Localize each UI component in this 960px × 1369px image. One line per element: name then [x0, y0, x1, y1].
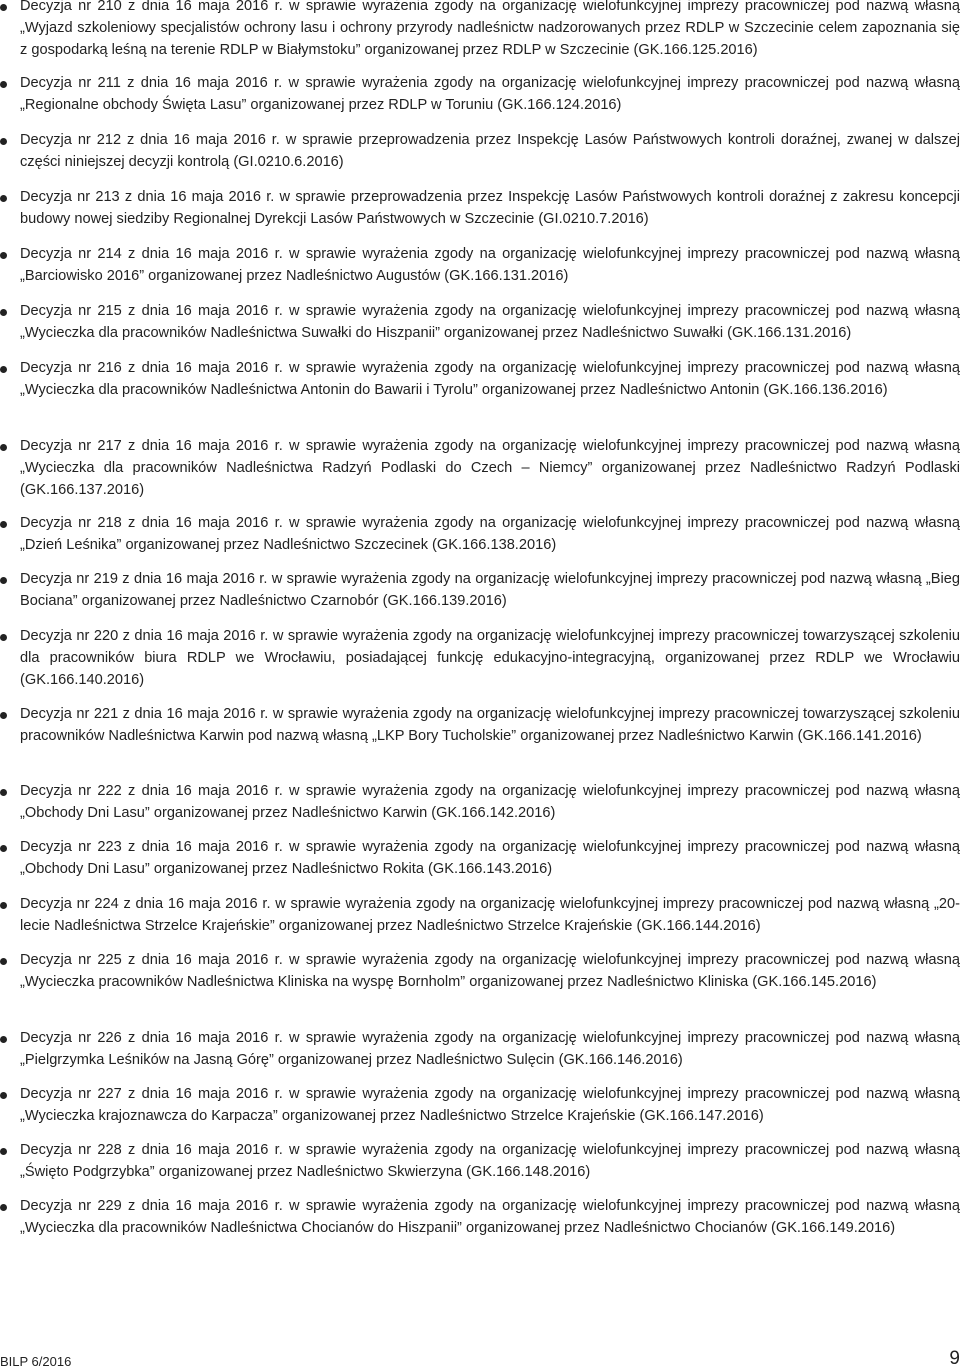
list-item — [0, 436, 960, 501]
list-item — [0, 301, 960, 345]
list-item — [0, 244, 960, 288]
bullet-icon — [0, 252, 7, 259]
list-item — [0, 0, 960, 61]
decision-text: Decyzja nr 229 z dnia 16 maja 2016 r. w sprawie wyrażenia zgody na organizację wielofunkcyjnej imprezy pracowniczej pod nazwą własną „Wycieczka dla pracowników Nadleśnictwa Chocianów do Hiszpanii” organizowanej przez Nadleśnictwo Chocianów (GK.166.149.2016) — [20, 1198, 960, 1236]
bullet-icon — [0, 577, 7, 584]
list-item — [0, 950, 960, 994]
decision-text: Decyzja nr 222 z dnia 16 maja 2016 r. w sprawie wyrażenia zgody na organizację wielofunkcyjnej imprezy pracowniczej pod nazwą własną „Obchody Dni Lasu” organizowanej przez Nadleśnictwo Karwin (GK.166.142.2016) — [20, 783, 960, 821]
decision-text: Decyzja nr 214 z dnia 16 maja 2016 r. w sprawie wyrażenia zgody na organizację wielofunkcyjnej imprezy pracowniczej pod nazwą własną „Barciowisko 2016” organizowanej przez Nadleśnictwo Augustów (GK.166.131.2016) — [20, 246, 960, 284]
bullet-icon — [0, 1092, 7, 1099]
bullet-icon — [0, 789, 7, 796]
bullet-icon — [0, 902, 7, 909]
decision-text: Decyzja nr 215 z dnia 16 maja 2016 r. w sprawie wyrażenia zgody na organizację wielofunkcyjnej imprezy pracowniczej pod nazwą własną „Wycieczka dla pracowników Nadleśnictwa Suwałki do Hiszpanii” organizowanej przez Nadleśnictwo Suwałki (GK.166.131.2016) — [20, 303, 960, 341]
bullet-icon — [0, 712, 7, 719]
bullet-icon — [0, 521, 7, 528]
decision-text: Decyzja nr 226 z dnia 16 maja 2016 r. w sprawie wyrażenia zgody na organizację wielofunkcyjnej imprezy pracowniczej pod nazwą własną „Pielgrzymka Leśników na Jasną Górę” organizowanej przez Nadleśnictwo Sulęcin (GK.166.146.2016) — [20, 1030, 960, 1068]
decision-text: Decyzja nr 213 z dnia 16 maja 2016 r. w sprawie przeprowadzenia przez Inspekcję Lasów Państwowych kontroli doraźnej z zakresu koncepcji budowy nowej siedziby Regionalnej Dyrekcji Lasów Państwowych w Szczecinie (GI.0210.7.2016) — [20, 189, 960, 227]
bullet-icon — [0, 845, 7, 852]
decision-text: Decyzja nr 220 z dnia 16 maja 2016 r. w sprawie wyrażenia zgody na organizację wielofunkcyjnej imprezy pracowniczej towarzyszącej szkoleniu dla pracowników biura RDLP we Wrocławiu, posiadającej funkcję edukacyjno-integracyjną, organizowanej przez RDLP we Wrocławiu (GK.166.140.2016) — [20, 628, 960, 688]
list-item — [0, 704, 960, 748]
decision-text: Decyzja nr 224 z dnia 16 maja 2016 r. w sprawie wyrażenia zgody na organizację wielofunkcyjnej imprezy pracowniczej pod nazwą własną „20-lecie Nadleśnictwa Strzelce Krajeńskie” organizowanej przez Nadleśnictwo Strzelce Krajeńskie (GK.166.144.2016) — [20, 896, 960, 934]
list-item — [0, 358, 960, 402]
bullet-icon — [0, 1204, 7, 1211]
list-item — [0, 130, 960, 174]
bullet-icon — [0, 958, 7, 965]
footer-publication-label: BILP 6/2016 — [0, 1354, 72, 1369]
bullet-icon — [0, 81, 7, 88]
decision-text: Decyzja nr 219 z dnia 16 maja 2016 r. w sprawie wyrażenia zgody na organizację wielofunkcyjnej imprezy pracowniczej pod nazwą własną „Bieg Bociana” organizowanej przez Nadleśnictwo Czarnobór (GK.166.139.2016) — [20, 571, 960, 609]
list-item — [0, 837, 960, 881]
decision-text: Decyzja nr 212 z dnia 16 maja 2016 r. w sprawie przeprowadzenia przez Inspekcję Lasów Państwowych kontroli doraźnej, zwanej w dalszej części niniejszej decyzji kontrolą (GI.0210.6.2016) — [20, 132, 960, 170]
bullet-icon — [0, 4, 7, 11]
list-item — [0, 894, 960, 938]
decision-text: Decyzja nr 211 z dnia 16 maja 2016 r. w sprawie wyrażenia zgody na organizację wielofunkcyjnej imprezy pracowniczej pod nazwą własną „Regionalne obchody Święta Lasu” organizowanej przez RDLP w Toruniu (GK.166.124.2016) — [20, 75, 960, 113]
decision-text: Decyzja nr 221 z dnia 16 maja 2016 r. w sprawie wyrażenia zgody na organizację wielofunkcyjnej imprezy pracowniczej towarzyszącej szkoleniu pracowników Nadleśnictwa Karwin pod nazwą własną „LKP Bory Tucholskie” organizowanej przez Nadleśnictwo Karwin (GK.166.141.2016) — [20, 706, 960, 744]
decision-text: Decyzja nr 218 z dnia 16 maja 2016 r. w sprawie wyrażenia zgody na organizację wielofunkcyjnej imprezy pracowniczej pod nazwą własną „Dzień Leśnika” organizowanej przez Nadleśnictwo Szczecinek (GK.166.138.2016) — [20, 515, 960, 553]
list-item — [0, 1196, 960, 1240]
bullet-icon — [0, 1036, 7, 1043]
bullet-icon — [0, 195, 7, 202]
bullet-icon — [0, 309, 7, 316]
list-item — [0, 569, 960, 613]
bullet-icon — [0, 444, 7, 451]
list-item — [0, 781, 960, 825]
bullet-icon — [0, 634, 7, 641]
list-item — [0, 1028, 960, 1072]
list-item — [0, 1084, 960, 1128]
decision-text: Decyzja nr 228 z dnia 16 maja 2016 r. w sprawie wyrażenia zgody na organizację wielofunkcyjnej imprezy pracowniczej pod nazwą własną „Święto Podgrzybka” organizowanej przez Nadleśnictwo Skwierzyna (GK.166.148.2016) — [20, 1142, 960, 1180]
decision-text: Decyzja nr 225 z dnia 16 maja 2016 r. w sprawie wyrażenia zgody na organizację wielofunkcyjnej imprezy pracowniczej pod nazwą własną „Wycieczka pracowników Nadleśnictwa Kliniska na wyspę Bornholm” organizowanej przez Nadleśnictwo Kliniska (GK.166.145.2016) — [20, 952, 960, 990]
list-item — [0, 1140, 960, 1184]
bullet-icon — [0, 1148, 7, 1155]
list-item — [0, 513, 960, 557]
bullet-icon — [0, 366, 7, 373]
decision-text: Decyzja nr 210 z dnia 16 maja 2016 r. w sprawie wyrażenia zgody na organizację wielofunkcyjnej imprezy pracowniczej pod nazwą własną „Wyjazd szkoleniowy specjalistów ochrony lasu i ochrony przyrody nadleśnictw nadzorowanych przez RDLP w Szczecinie celem zapoznania się z gospodarką leśną na terenie RDLP w Białymstoku” organizowanej przez RDLP w Szczecinie (GK.166.125.2016) — [20, 0, 960, 58]
page-number: 9 — [949, 1348, 960, 1369]
bullet-icon — [0, 138, 7, 145]
decision-text: Decyzja nr 227 z dnia 16 maja 2016 r. w sprawie wyrażenia zgody na organizację wielofunkcyjnej imprezy pracowniczej pod nazwą własną „Wycieczka krajoznawcza do Karpacza” organizowanej przez Nadleśnictwo Strzelce Krajeńskie (GK.166.147.2016) — [20, 1086, 960, 1124]
decision-text: Decyzja nr 216 z dnia 16 maja 2016 r. w sprawie wyrażenia zgody na organizację wielofunkcyjnej imprezy pracowniczej pod nazwą własną „Wycieczka dla pracowników Nadleśnictwa Antonin do Bawarii i Tyrolu” organizowanej przez Nadleśnictwo Antonin (GK.166.136.2016) — [20, 360, 960, 398]
list-item — [0, 73, 960, 117]
list-item — [0, 187, 960, 231]
decision-text: Decyzja nr 223 z dnia 16 maja 2016 r. w sprawie wyrażenia zgody na organizację wielofunkcyjnej imprezy pracowniczej pod nazwą własną „Obchody Dni Lasu” organizowanej przez Nadleśnictwo Rokita (GK.166.143.2016) — [20, 839, 960, 877]
decision-text: Decyzja nr 217 z dnia 16 maja 2016 r. w sprawie wyrażenia zgody na organizację wielofunkcyjnej imprezy pracowniczej pod nazwą własną „Wycieczka dla pracowników Nadleśnictwa Radzyń Podlaski do Czech – Niemcy” organizowanej przez Nadleśnictwo Radzyń Podlaski (GK.166.137.2016) — [20, 438, 960, 498]
list-item — [0, 626, 960, 691]
